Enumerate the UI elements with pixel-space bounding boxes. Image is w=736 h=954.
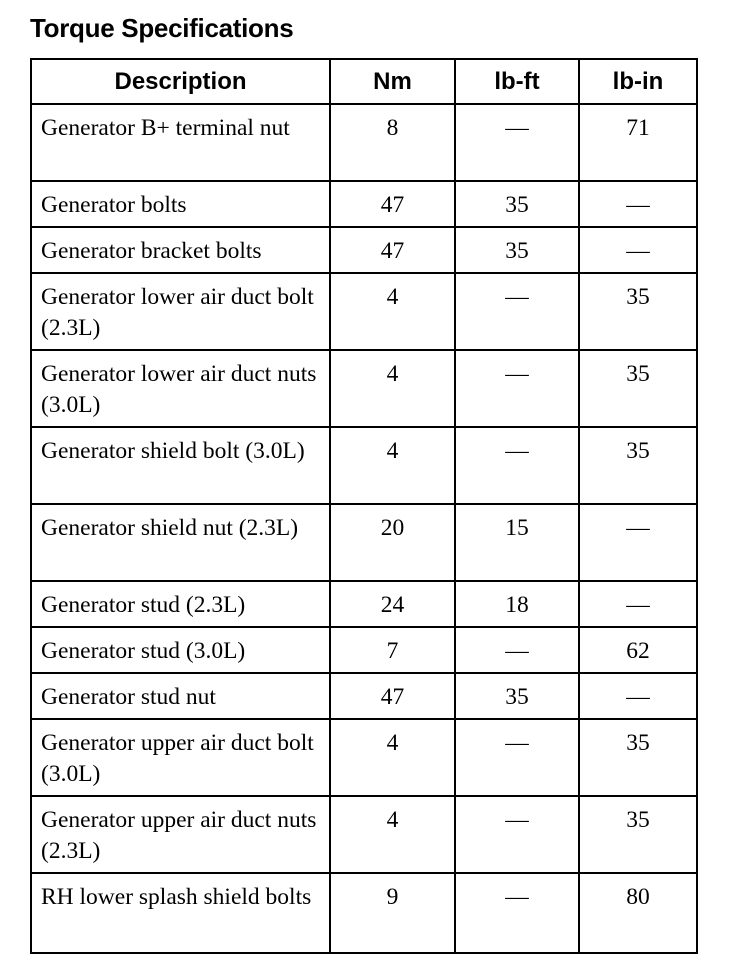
table-row: [31, 719, 697, 796]
cell-description: Generator lower air duct bolt (2.3L): [31, 273, 330, 350]
cell-nm: 8: [330, 104, 455, 181]
header-row: [31, 59, 697, 104]
cell-lb-in: —: [579, 181, 697, 227]
cell-description: RH lower splash shield bolts: [31, 873, 330, 953]
cell-lb-ft: —: [455, 719, 579, 796]
cell-lb-in: 35: [579, 350, 697, 427]
cell-description: Generator B+ terminal nut: [31, 104, 330, 181]
cell-nm: 4: [330, 719, 455, 796]
cell-nm: 7: [330, 627, 455, 673]
table-row: [31, 673, 697, 719]
cell-lb-ft: —: [455, 273, 579, 350]
page-title: Torque Specifications: [30, 13, 294, 43]
cell-lb-in: 35: [579, 796, 697, 873]
cell-lb-in: 35: [579, 273, 697, 350]
cell-nm: 9: [330, 873, 455, 953]
table-row: [31, 273, 697, 350]
table-row: [31, 427, 697, 504]
table-row: [31, 350, 697, 427]
table-row: [31, 227, 697, 273]
cell-lb-ft: —: [455, 350, 579, 427]
cell-lb-in: 62: [579, 627, 697, 673]
cell-lb-in: —: [579, 673, 697, 719]
cell-nm: 4: [330, 796, 455, 873]
column-header-lb-in: lb-in: [579, 59, 697, 104]
cell-lb-ft: 35: [455, 227, 579, 273]
column-header-nm: Nm: [330, 59, 455, 104]
table-row: [31, 873, 697, 953]
table-row: [31, 104, 697, 181]
cell-lb-ft: —: [455, 873, 579, 953]
cell-nm: 47: [330, 673, 455, 719]
cell-nm: 24: [330, 581, 455, 627]
cell-lb-in: 35: [579, 719, 697, 796]
cell-lb-ft: 18: [455, 581, 579, 627]
cell-lb-ft: —: [455, 796, 579, 873]
cell-description: Generator shield bolt (3.0L): [31, 427, 330, 504]
cell-lb-in: —: [579, 504, 697, 581]
table-row: [31, 796, 697, 873]
cell-description: Generator upper air duct nuts (2.3L): [31, 796, 330, 873]
cell-description: Generator stud (2.3L): [31, 581, 330, 627]
cell-description: Generator stud (3.0L): [31, 627, 330, 673]
cell-lb-ft: —: [455, 104, 579, 181]
cell-lb-ft: —: [455, 427, 579, 504]
cell-nm: 47: [330, 181, 455, 227]
cell-lb-in: 35: [579, 427, 697, 504]
cell-lb-in: 71: [579, 104, 697, 181]
cell-nm: 4: [330, 350, 455, 427]
cell-lb-ft: 15: [455, 504, 579, 581]
table-row: [31, 181, 697, 227]
cell-description: Generator upper air duct bolt (3.0L): [31, 719, 330, 796]
cell-lb-ft: 35: [455, 673, 579, 719]
cell-description: Generator stud nut: [31, 673, 330, 719]
cell-description: Generator bolts: [31, 181, 330, 227]
cell-nm: 4: [330, 427, 455, 504]
column-header-lb-ft: lb-ft: [455, 59, 579, 104]
cell-nm: 20: [330, 504, 455, 581]
table-row: [31, 581, 697, 627]
cell-lb-in: 80: [579, 873, 697, 953]
cell-lb-ft: 35: [455, 181, 579, 227]
table-row: [31, 627, 697, 673]
cell-nm: 47: [330, 227, 455, 273]
cell-lb-in: —: [579, 581, 697, 627]
torque-spec-table: [30, 58, 698, 954]
cell-description: Generator lower air duct nuts (3.0L): [31, 350, 330, 427]
cell-description: Generator bracket bolts: [31, 227, 330, 273]
table-row: [31, 504, 697, 581]
cell-lb-ft: —: [455, 627, 579, 673]
cell-description: Generator shield nut (2.3L): [31, 504, 330, 581]
cell-lb-in: —: [579, 227, 697, 273]
cell-nm: 4: [330, 273, 455, 350]
column-header-description: Description: [31, 59, 330, 104]
